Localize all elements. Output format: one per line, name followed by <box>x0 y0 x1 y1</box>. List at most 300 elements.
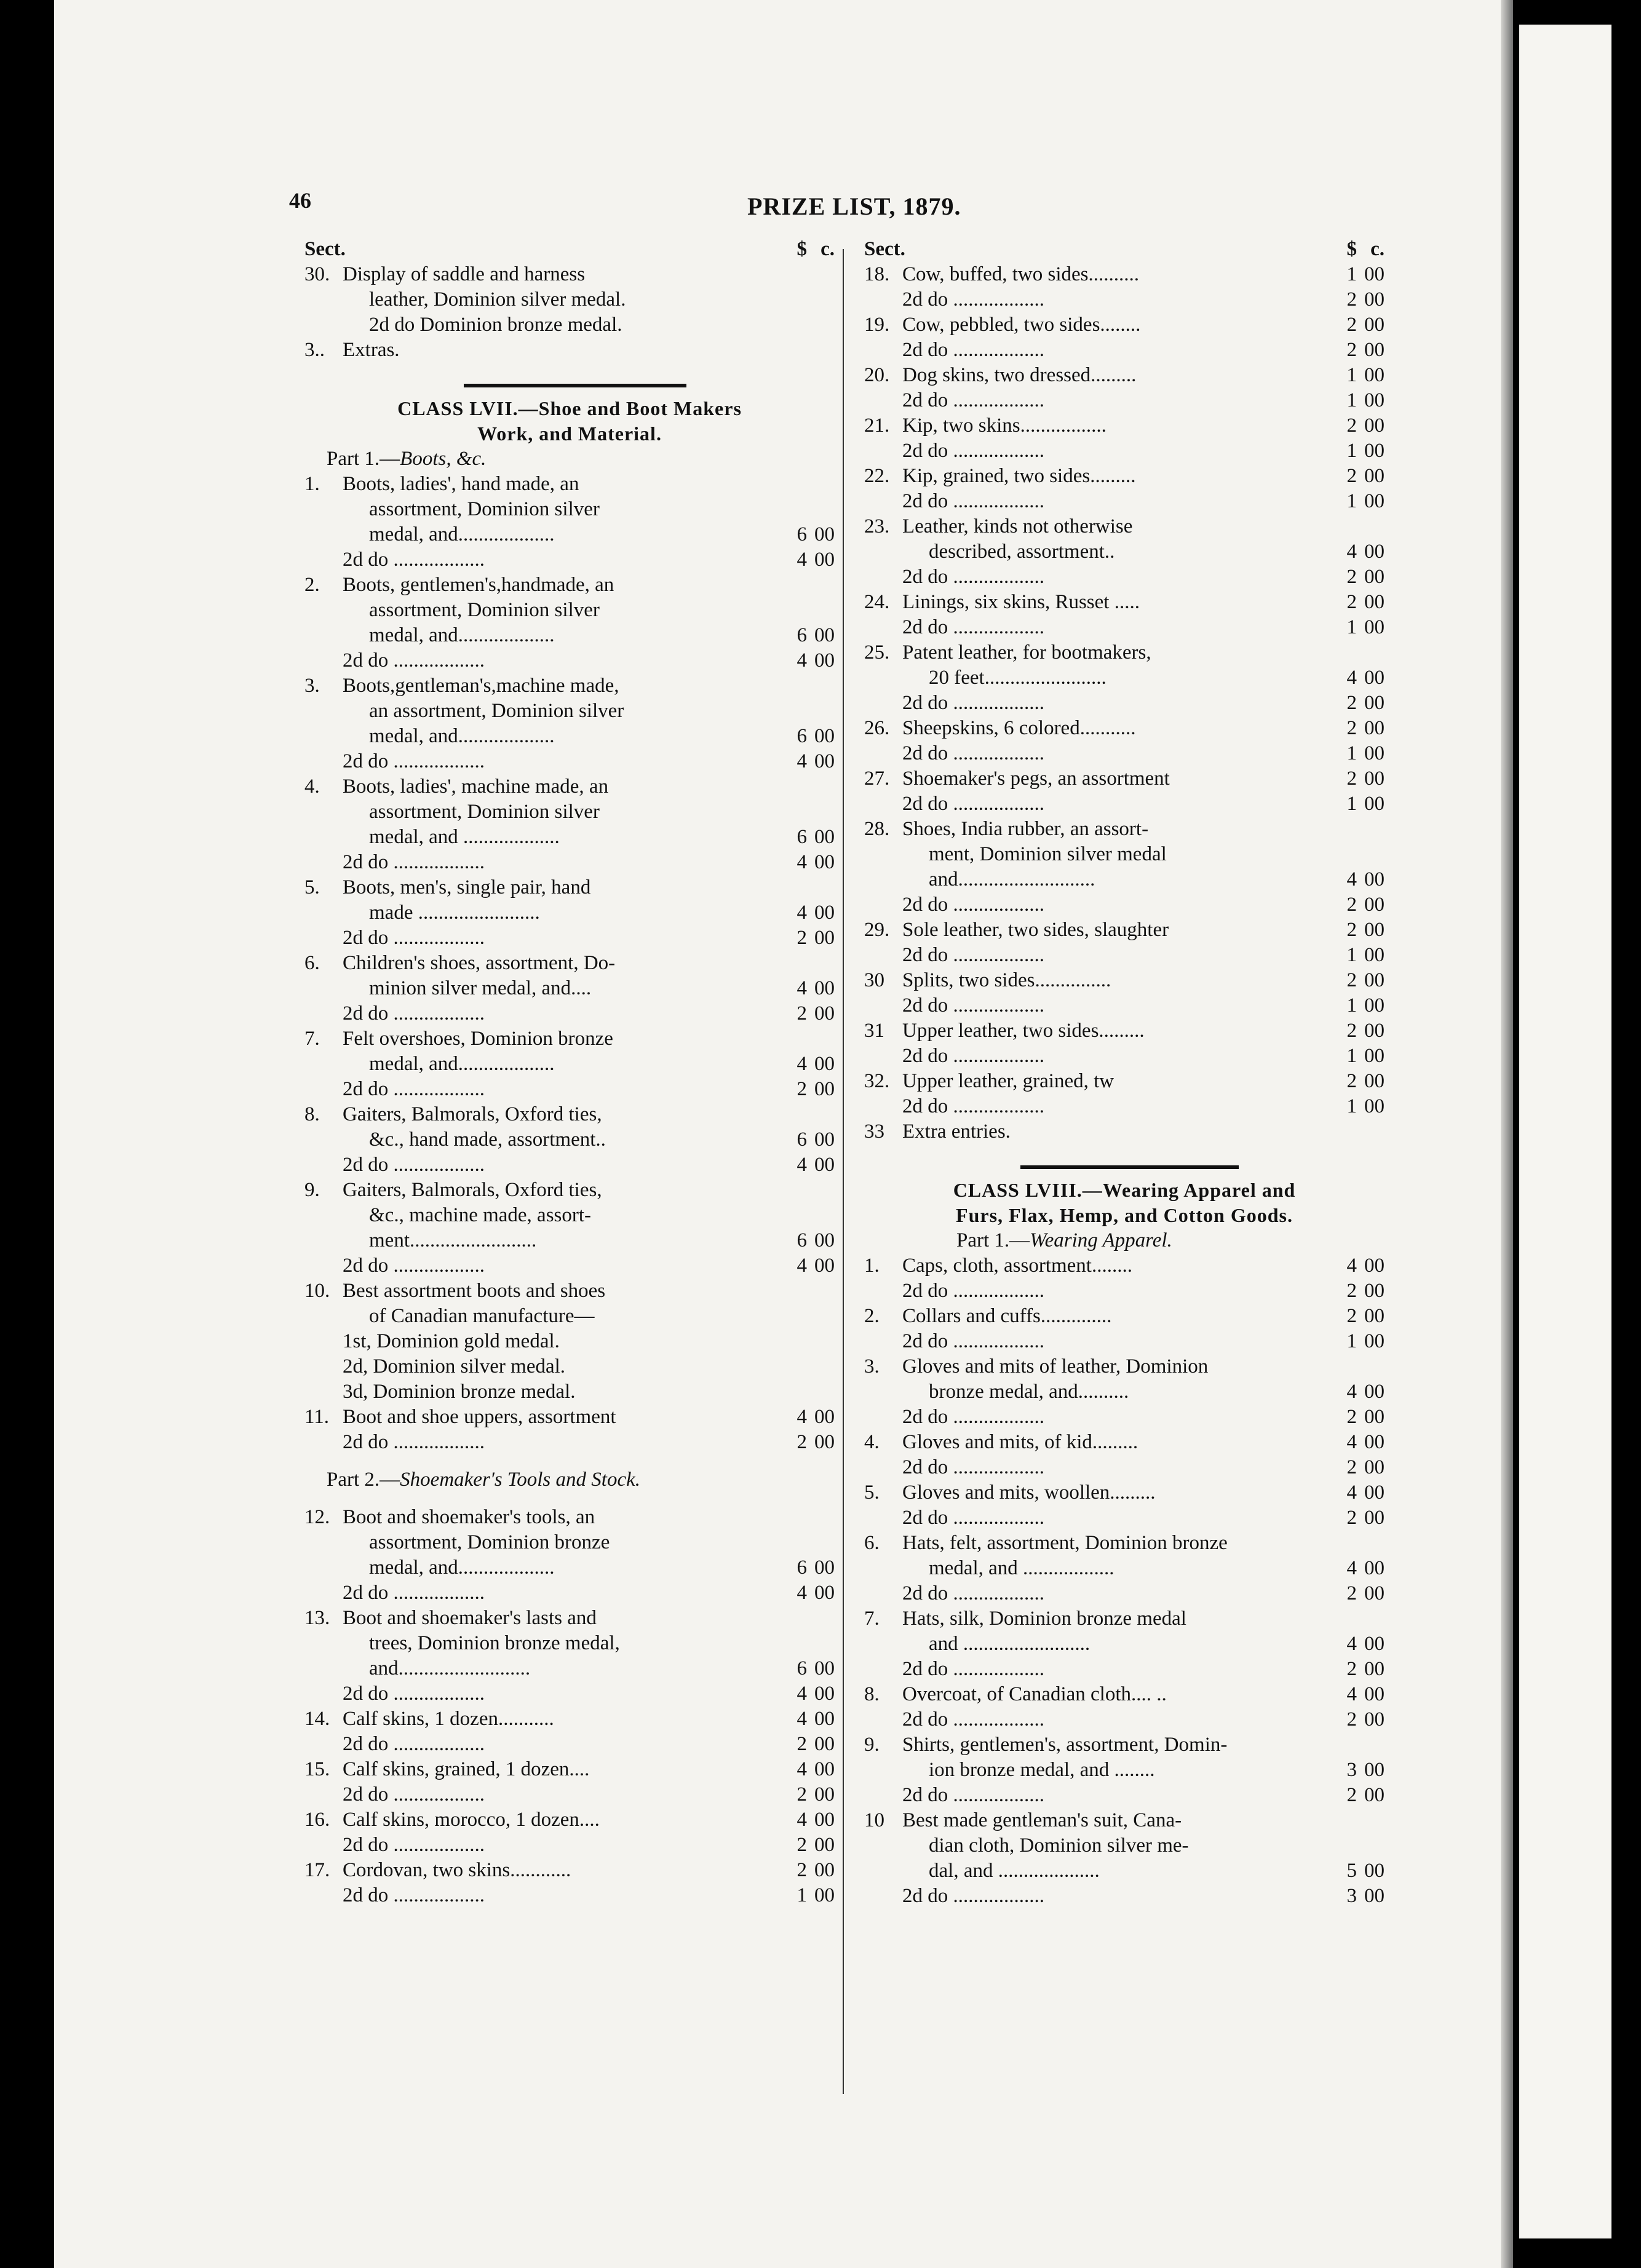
section-number: 4. <box>304 775 320 798</box>
section-number: 14. <box>304 1708 330 1730</box>
prize-entry <box>864 1119 1385 1144</box>
prize-entry <box>304 1253 835 1279</box>
prize-dollars: 2 <box>1346 288 1357 311</box>
entry-description: Calf skins, 1 dozen........... <box>343 1708 554 1730</box>
entry-description: 20 feet........................ <box>929 667 1107 689</box>
entry-description: bronze medal, and.......... <box>929 1381 1129 1403</box>
prize-entry <box>304 900 835 926</box>
entry-description: medal, and .................. <box>929 1557 1115 1579</box>
prize-cents: 00 <box>814 1884 835 1906</box>
prize-cents: 00 <box>1364 1020 1385 1042</box>
prize-entry <box>304 1833 835 1858</box>
prize-dollars: 4 <box>797 1582 807 1604</box>
entry-description: 2d do .................. <box>902 1658 1044 1680</box>
part-name: Shoemaker's Tools and Stock. <box>400 1469 640 1491</box>
prize-cents: 00 <box>814 1128 835 1151</box>
entry-description: 2d do .................. <box>343 927 485 949</box>
prize-entry <box>864 413 1385 438</box>
prize-entry <box>304 1732 835 1757</box>
prize-cents: 00 <box>814 977 835 999</box>
prize-cents: 00 <box>1364 1095 1385 1117</box>
right-column <box>864 237 1385 1909</box>
section-number: 3.. <box>304 339 325 361</box>
prize-dollars: 6 <box>797 523 807 545</box>
prize-cents: 00 <box>814 1859 835 1881</box>
prize-entry <box>864 1430 1385 1455</box>
prize-entry <box>304 287 835 312</box>
entry-description: 2d do .................. <box>343 1733 485 1755</box>
prize-entry <box>864 1405 1385 1430</box>
prize-entry <box>864 1606 1385 1632</box>
entry-description: 2d do .................. <box>902 742 1044 764</box>
prize-entry <box>864 514 1385 539</box>
entry-description: Felt overshoes, Dominion bronze <box>343 1028 613 1050</box>
prize-entry <box>304 623 835 648</box>
entry-description: 2d do .................. <box>343 1683 485 1705</box>
prize-dollars: 2 <box>1346 339 1357 361</box>
page-edge-shadow <box>1501 0 1514 2268</box>
entry-description: &c., machine made, assort- <box>369 1204 592 1226</box>
entry-description: Display of saddle and harness <box>343 263 586 285</box>
prize-entry <box>864 1094 1385 1119</box>
prize-cents: 00 <box>814 1431 835 1453</box>
part-heading <box>864 1228 1385 1253</box>
section-number: 22. <box>864 465 890 487</box>
section-number: 13. <box>304 1607 330 1629</box>
entry-description: 2d do .................. <box>343 1431 485 1453</box>
prize-entry <box>864 539 1385 565</box>
prize-cents: 00 <box>1364 894 1385 916</box>
section-number: 1. <box>864 1255 880 1277</box>
prize-dollars: 2 <box>797 1078 807 1100</box>
prize-cents: 00 <box>1364 339 1385 361</box>
entry-description: Hats, felt, assortment, Dominion bronze <box>902 1532 1228 1554</box>
prize-cents: 00 <box>1364 1885 1385 1907</box>
prize-dollars: 2 <box>1346 1020 1357 1042</box>
prize-cents: 00 <box>1364 389 1385 411</box>
prize-entry <box>864 1480 1385 1505</box>
prize-cents: 00 <box>814 523 835 545</box>
prize-entry <box>864 338 1385 363</box>
class-57-title-line1: CLASS LVII.—Shoe and Boot Makers <box>397 397 742 419</box>
prize-dollars: 4 <box>1346 1633 1357 1655</box>
prize-dollars: 4 <box>797 851 807 873</box>
entry-description: described, assortment.. <box>929 541 1115 563</box>
right-column-header <box>864 237 1385 262</box>
prize-cents: 00 <box>814 1406 835 1428</box>
entry-description: Boots,gentleman's,machine made, <box>343 675 619 697</box>
prize-dollars: 3 <box>1346 1759 1357 1781</box>
prize-cents: 00 <box>1364 1045 1385 1067</box>
prize-dollars: 2 <box>1346 1784 1357 1806</box>
entry-description: Splits, two sides............... <box>902 969 1111 991</box>
entry-description: 2d do .................. <box>902 616 1044 638</box>
prize-entry <box>304 472 835 497</box>
prize-entry <box>304 262 835 287</box>
prize-cents: 00 <box>1364 1557 1385 1579</box>
prize-entry <box>864 388 1385 413</box>
section-number: 33 <box>864 1120 884 1143</box>
entry-description: 2d do Dominion bronze medal. <box>369 314 622 336</box>
prize-cents: 00 <box>1364 414 1385 437</box>
entry-description: and ......................... <box>929 1633 1091 1655</box>
prize-entry <box>864 741 1385 766</box>
entry-description: Shirts, gentlemen's, assortment, Domin- <box>902 1734 1228 1756</box>
prize-dollars: 4 <box>797 649 807 672</box>
prize-dollars: 2 <box>1346 591 1357 613</box>
prize-entry <box>864 1707 1385 1732</box>
section-number: 25. <box>864 641 890 664</box>
prize-dollars: 2 <box>1346 894 1357 916</box>
prize-entry <box>864 691 1385 716</box>
entry-description: medal, and................... <box>369 725 555 747</box>
prize-cents: 00 <box>1364 1381 1385 1403</box>
prize-dollars: 4 <box>797 1708 807 1730</box>
entry-description: 2d do .................. <box>902 894 1044 916</box>
prize-cents: 00 <box>814 750 835 772</box>
entry-description: Cordovan, two skins............ <box>343 1859 571 1881</box>
section-number: 5. <box>304 876 320 898</box>
entry-description: 2d do .................. <box>343 1002 485 1025</box>
entry-description: Upper leather, two sides......... <box>902 1020 1145 1042</box>
entry-description: assortment, Dominion silver <box>369 599 600 621</box>
section-number: 2. <box>864 1305 880 1327</box>
prize-entry <box>304 1580 835 1606</box>
entry-description: 2d do .................. <box>902 1784 1044 1806</box>
page-title: PRIZE LIST, 1879. <box>747 192 961 220</box>
prize-entry <box>864 716 1385 741</box>
prize-cents: 00 <box>814 1255 835 1277</box>
entry-description: 2d do .................. <box>343 1582 485 1604</box>
prize-entry <box>864 1279 1385 1304</box>
prize-dollars: 4 <box>1346 1255 1357 1277</box>
prize-cents: 00 <box>1364 692 1385 714</box>
prize-cents: 00 <box>814 1683 835 1705</box>
entry-description: ment......................... <box>369 1229 537 1251</box>
prize-entry <box>864 766 1385 791</box>
prize-dollars: 4 <box>797 1053 807 1075</box>
prize-entry <box>304 1127 835 1152</box>
prize-cents: 00 <box>814 649 835 672</box>
prize-entry <box>864 363 1385 388</box>
prize-dollars: 1 <box>1346 490 1357 512</box>
entry-description: Best assortment boots and shoes <box>343 1280 606 1302</box>
section-number: 10 <box>864 1809 884 1831</box>
prize-cents: 00 <box>1364 868 1385 890</box>
entry-description: trees, Dominion bronze medal, <box>369 1632 620 1654</box>
part-name: Boots, &c. <box>400 448 487 470</box>
class-58-title-line1: CLASS LVIII.—Wearing Apparel and <box>953 1179 1296 1201</box>
prize-cents: 00 <box>814 851 835 873</box>
section-number: 7. <box>304 1028 320 1050</box>
entry-description: 2d, Dominion silver medal. <box>343 1355 566 1378</box>
entry-description: medal, and................... <box>369 1556 555 1579</box>
prize-dollars: 4 <box>797 1406 807 1428</box>
prize-entry <box>864 892 1385 918</box>
prize-entry <box>864 1783 1385 1808</box>
prize-entry <box>304 825 835 850</box>
prize-entry <box>864 1682 1385 1707</box>
entry-description: 2d do .................. <box>343 649 485 672</box>
prize-entry <box>864 1632 1385 1657</box>
entry-description: 2d do .................. <box>902 1330 1044 1352</box>
entry-description: Calf skins, grained, 1 dozen.... <box>343 1758 590 1780</box>
class-58-entries <box>864 1253 1385 1909</box>
prize-entry <box>864 1884 1385 1909</box>
prize-cents: 00 <box>814 1582 835 1604</box>
prize-entry <box>304 749 835 774</box>
entry-description: Overcoat, of Canadian cloth.... .. <box>902 1683 1167 1705</box>
prize-entry <box>864 1455 1385 1480</box>
section-number: 30. <box>304 263 330 285</box>
prize-entry <box>864 1329 1385 1354</box>
section-number: 17. <box>304 1859 330 1881</box>
section-number: 30 <box>864 969 884 991</box>
entry-description: an assortment, Dominion silver <box>369 700 624 722</box>
entry-description: Boots, ladies', machine made, an <box>343 775 609 798</box>
prize-entry <box>304 799 835 825</box>
section-number: 16. <box>304 1809 330 1831</box>
prize-entry <box>304 1807 835 1833</box>
entry-description: 3d, Dominion bronze medal. <box>343 1381 576 1403</box>
section-number: 7. <box>864 1608 880 1630</box>
prize-entry <box>864 1581 1385 1606</box>
prize-entry <box>304 926 835 951</box>
prize-cents: 00 <box>814 1809 835 1831</box>
prize-entry <box>304 1304 835 1329</box>
prize-cents: 00 <box>814 1078 835 1100</box>
entry-description: medal, and................... <box>369 624 555 646</box>
entry-description: 2d do .................. <box>902 566 1044 588</box>
prize-entry <box>864 1858 1385 1884</box>
prize-cents: 00 <box>1364 1633 1385 1655</box>
left-column <box>304 237 835 1908</box>
entry-description: Best made gentleman's suit, Cana- <box>902 1809 1182 1831</box>
entry-description: Gaiters, Balmorals, Oxford ties, <box>343 1103 602 1125</box>
dollars-header: $ <box>1346 238 1357 260</box>
entry-description: 2d do .................. <box>902 1095 1044 1117</box>
part-label: Part 1.— <box>327 448 400 470</box>
entry-description: Kip, grained, two sides......... <box>902 465 1136 487</box>
prize-cents: 00 <box>1364 541 1385 563</box>
prize-cents: 00 <box>1364 490 1385 512</box>
prize-cents: 00 <box>1364 1070 1385 1092</box>
prize-dollars: 4 <box>797 1255 807 1277</box>
prize-entry <box>864 1657 1385 1682</box>
prize-dollars: 1 <box>797 1884 807 1906</box>
prize-cents: 00 <box>814 1229 835 1251</box>
entry-description: Shoemaker's pegs, an assortment <box>902 767 1170 790</box>
entry-description: Boots, ladies', hand made, an <box>343 473 579 495</box>
prize-cents: 00 <box>814 1556 835 1579</box>
entry-description: leather, Dominion silver medal. <box>369 288 626 311</box>
prize-dollars: 4 <box>1346 868 1357 890</box>
prize-entry <box>304 1757 835 1782</box>
prize-entry <box>304 1555 835 1580</box>
entry-description: 2d do .................. <box>343 1154 485 1176</box>
entry-description: of Canadian manufacture— <box>369 1305 595 1327</box>
entry-description: medal, and................... <box>369 523 555 545</box>
prize-dollars: 2 <box>1346 1456 1357 1478</box>
prize-cents: 00 <box>1364 616 1385 638</box>
prize-entry <box>864 1304 1385 1329</box>
prize-cents: 00 <box>1364 944 1385 966</box>
class-57-part1-entries <box>304 472 835 1455</box>
prize-cents: 00 <box>1364 465 1385 487</box>
entry-description: 2d do .................. <box>902 288 1044 311</box>
entry-description: Boots, gentlemen's,handmade, an <box>343 574 614 596</box>
prize-dollars: 6 <box>797 826 807 848</box>
section-number: 18. <box>864 263 890 285</box>
prize-cents: 00 <box>814 1834 835 1856</box>
prize-entry <box>304 1782 835 1807</box>
entry-description: 2d do .................. <box>902 440 1044 462</box>
prize-entry <box>864 791 1385 817</box>
part-heading <box>304 1467 835 1493</box>
prize-dollars: 4 <box>1346 1683 1357 1705</box>
entry-description: minion silver medal, and.... <box>369 977 592 999</box>
prize-entry <box>864 262 1385 287</box>
entry-description: dal, and .................... <box>929 1860 1100 1882</box>
entry-description: medal, and ................... <box>369 826 560 848</box>
entry-description: 2d do .................. <box>902 944 1044 966</box>
section-rule <box>864 1157 1385 1178</box>
prize-entry <box>304 1530 835 1555</box>
prize-cents: 00 <box>814 902 835 924</box>
entry-description: 2d do .................. <box>343 750 485 772</box>
prize-dollars: 5 <box>1346 1860 1357 1882</box>
section-number: 4. <box>864 1431 880 1453</box>
part-label: Part 2.— <box>327 1469 400 1491</box>
prize-dollars: 2 <box>1346 1658 1357 1680</box>
entry-description: 2d do .................. <box>902 1582 1044 1604</box>
prize-entry <box>304 547 835 573</box>
prize-dollars: 2 <box>1346 314 1357 336</box>
prize-entry <box>304 1656 835 1681</box>
prize-dollars: 1 <box>1346 1330 1357 1352</box>
prize-dollars: 2 <box>797 1002 807 1025</box>
prize-cents: 00 <box>1364 591 1385 613</box>
section-number: 3. <box>304 675 320 697</box>
prize-dollars: 4 <box>797 1154 807 1176</box>
prize-dollars: 2 <box>1346 1070 1357 1092</box>
entry-description: 2d do .................. <box>902 490 1044 512</box>
prize-cents: 00 <box>814 624 835 646</box>
prize-entry <box>304 1883 835 1908</box>
prize-entry <box>304 951 835 976</box>
entry-description: Leather, kinds not otherwise <box>902 515 1133 537</box>
entry-description: dian cloth, Dominion silver me- <box>929 1834 1189 1857</box>
prize-dollars: 1 <box>1346 389 1357 411</box>
prize-entry <box>864 1379 1385 1405</box>
prize-dollars: 1 <box>1346 440 1357 462</box>
prize-entry <box>864 1044 1385 1069</box>
entry-description: Shoes, India rubber, an assort- <box>902 818 1149 840</box>
prize-entry <box>304 1203 835 1228</box>
prize-cents: 00 <box>1364 1708 1385 1731</box>
prize-entry <box>304 1102 835 1127</box>
entry-description: assortment, Dominion bronze <box>369 1531 610 1553</box>
prize-cents: 00 <box>1364 440 1385 462</box>
section-number: 27. <box>864 767 890 790</box>
section-number: 26. <box>864 717 890 739</box>
prize-entry <box>304 338 835 363</box>
prize-cents: 00 <box>814 826 835 848</box>
prize-dollars: 2 <box>797 1783 807 1806</box>
prize-entry <box>304 724 835 749</box>
prize-entry <box>304 522 835 547</box>
entry-description: Boot and shoemaker's lasts and <box>343 1607 597 1629</box>
prize-cents: 00 <box>814 1783 835 1806</box>
prize-entry <box>304 1077 835 1102</box>
prize-cents: 00 <box>1364 1330 1385 1352</box>
part-name: Wearing Apparel. <box>1030 1229 1172 1251</box>
entry-description: Sheepskins, 6 colored........... <box>902 717 1136 739</box>
prize-entry <box>864 489 1385 514</box>
section-number: 3. <box>864 1355 880 1378</box>
entry-description: Collars and cuffs.............. <box>902 1305 1112 1327</box>
entry-description: 2d do .................. <box>902 1456 1044 1478</box>
class-57-continued-entries <box>864 262 1385 1144</box>
prize-dollars: 4 <box>1346 667 1357 689</box>
prize-cents: 00 <box>814 1733 835 1755</box>
prize-entry <box>864 640 1385 665</box>
prize-dollars: 1 <box>1346 944 1357 966</box>
prize-cents: 00 <box>1364 969 1385 991</box>
prize-cents: 00 <box>1364 1280 1385 1302</box>
prize-cents: 00 <box>1364 263 1385 285</box>
prize-dollars: 2 <box>1346 1582 1357 1604</box>
prize-entry <box>864 312 1385 338</box>
prize-dollars: 4 <box>797 1683 807 1705</box>
prize-dollars: 6 <box>797 1556 807 1579</box>
prize-entry <box>864 438 1385 464</box>
prize-dollars: 2 <box>1346 1280 1357 1302</box>
prize-cents: 00 <box>1364 793 1385 815</box>
prize-dollars: 2 <box>1346 717 1357 739</box>
entry-description: 2d do .................. <box>343 1834 485 1856</box>
entry-description: Boot and shoemaker's tools, an <box>343 1506 595 1528</box>
prize-cents: 00 <box>1364 742 1385 764</box>
prize-dollars: 2 <box>797 1859 807 1881</box>
prize-entry <box>304 573 835 598</box>
section-number: 11. <box>304 1406 330 1428</box>
entry-description: Gloves and mits, of kid......... <box>902 1431 1138 1453</box>
sect-header: Sect. <box>864 238 905 260</box>
prize-entry <box>864 918 1385 943</box>
entry-description: &c., hand made, assortment.. <box>369 1128 606 1151</box>
entry-description: made ........................ <box>369 902 540 924</box>
entry-description: Upper leather, grained, tw <box>902 1070 1115 1092</box>
prize-dollars: 4 <box>1346 1431 1357 1453</box>
entry-description: 2d do .................. <box>902 389 1044 411</box>
section-number: 28. <box>864 818 890 840</box>
prize-dollars: 4 <box>797 549 807 571</box>
prize-dollars: 3 <box>1346 1885 1357 1907</box>
prize-entry <box>864 867 1385 892</box>
prize-cents: 00 <box>1364 1683 1385 1705</box>
prize-entry <box>304 699 835 724</box>
prize-cents: 00 <box>814 725 835 747</box>
entry-description: 2d do .................. <box>343 1884 485 1906</box>
prize-dollars: 1 <box>1346 793 1357 815</box>
next-page-edge <box>1519 25 1611 2238</box>
prize-dollars: 2 <box>1346 969 1357 991</box>
section-number: 1. <box>304 473 320 495</box>
prize-entry <box>304 1178 835 1203</box>
entry-description: Hats, silk, Dominion bronze medal <box>902 1608 1186 1630</box>
section-number: 5. <box>864 1481 880 1504</box>
